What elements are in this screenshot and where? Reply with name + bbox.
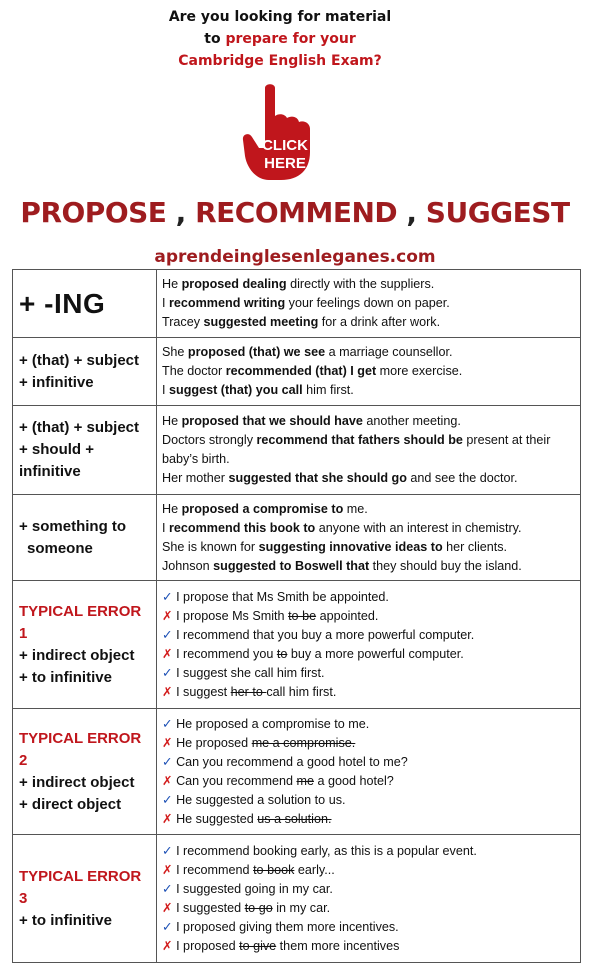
rule-cell	[13, 495, 157, 581]
rule-text: + to infinitive	[19, 668, 112, 686]
rule-text: infinitive	[19, 463, 81, 480]
examples-cell	[157, 406, 581, 495]
page-title	[0, 196, 590, 229]
example-highlight: proposed dealing	[181, 277, 287, 291]
example-highlight: suggested that she should go	[228, 471, 407, 485]
example-line	[162, 899, 580, 918]
typical-error-label: TYPICAL ERROR 3	[19, 867, 142, 907]
example-text: Doctors strongly	[162, 433, 257, 447]
example-text: I recommend	[176, 862, 254, 877]
example-line	[162, 412, 580, 431]
table-row	[13, 581, 581, 709]
example-text: your feelings down on paper.	[285, 296, 450, 310]
example-line	[162, 557, 580, 576]
example-text: Johnson	[162, 558, 214, 573]
check-icon: ✓	[162, 589, 173, 604]
examples-cell	[157, 835, 581, 963]
struck-text: to go	[244, 900, 273, 915]
example-text: I suggest she call him first.	[176, 665, 325, 680]
title-sep-1: ,	[166, 196, 196, 229]
typical-error-label: TYPICAL ERROR 2	[19, 729, 142, 769]
example-text: buy a more powerful computer.	[287, 646, 464, 661]
check-icon: ✓	[162, 754, 173, 769]
example-text: I	[162, 520, 169, 535]
example-line	[162, 294, 580, 313]
example-text: a good hotel?	[313, 773, 394, 788]
example-text: He	[162, 501, 182, 516]
example-text: present at their baby’s birth.	[162, 433, 551, 466]
rule-text: + indirect object	[19, 646, 135, 664]
example-highlight: suggest (that) you call	[169, 383, 303, 397]
example-text: I suggested	[176, 900, 245, 915]
example-highlight: recommended (that) I get	[225, 364, 377, 378]
example-line	[162, 734, 580, 753]
example-line	[162, 791, 580, 810]
rule-text: + should +	[19, 441, 95, 458]
example-highlight: recommend this book to	[169, 520, 316, 535]
promo-line-2	[0, 28, 560, 50]
example-text: I suggest	[176, 684, 231, 699]
example-text: She is known for	[162, 539, 259, 554]
example-text: He	[162, 277, 182, 291]
example-line	[162, 519, 580, 538]
cross-icon: ✗	[162, 735, 173, 750]
example-line	[162, 500, 580, 519]
cross-icon: ✗	[162, 862, 173, 877]
rule-text: + (that) + subject	[19, 351, 140, 369]
check-icon: ✓	[162, 881, 173, 896]
rule-text: + direct object	[19, 795, 122, 813]
example-highlight: proposed a compromise to	[181, 501, 344, 516]
example-text: I propose Ms Smith	[176, 608, 289, 623]
example-line	[162, 343, 580, 362]
example-text: Can you recommend a good hotel to me?	[176, 754, 408, 769]
rule-text-indent: someone	[27, 539, 93, 557]
example-text: him first.	[302, 383, 354, 397]
example-line	[162, 538, 580, 557]
example-text: them more incentives	[276, 938, 400, 953]
example-line	[162, 918, 580, 937]
table-row	[13, 270, 581, 338]
table-row	[13, 406, 581, 495]
example-line	[162, 381, 580, 400]
title-sep-2: ,	[397, 196, 426, 229]
examples-cell	[157, 709, 581, 835]
struck-text: her to	[230, 684, 267, 699]
example-line	[162, 469, 580, 488]
example-line	[162, 626, 580, 645]
struck-text: me a compromise.	[251, 735, 356, 750]
example-text: Can you recommend	[176, 773, 297, 788]
promo-banner	[0, 6, 560, 72]
cross-icon: ✗	[162, 773, 173, 788]
example-text: they should buy the island.	[369, 558, 522, 573]
struck-text: to	[276, 646, 288, 661]
example-text: appointed.	[316, 608, 379, 623]
example-line	[162, 753, 580, 772]
check-icon: ✓	[162, 792, 173, 807]
example-text: He	[162, 414, 182, 428]
title-suggest: SUGGEST	[425, 196, 570, 229]
table-row	[13, 495, 581, 581]
title-propose: PROPOSE	[20, 196, 167, 229]
example-text: more exercise.	[376, 364, 463, 378]
grammar-table	[12, 269, 581, 963]
example-text: anyone with an interest in chemistry.	[315, 520, 522, 535]
rule-cell	[13, 709, 157, 835]
struck-text: us a solution.	[257, 811, 332, 826]
rule-text: + to infinitive	[19, 911, 112, 929]
promo-line-1: Are you looking for material	[168, 9, 392, 25]
example-text: early...	[294, 862, 335, 877]
example-text: He suggested a solution to us.	[176, 792, 346, 807]
example-text: call him first.	[266, 684, 337, 699]
check-icon: ✓	[162, 627, 173, 642]
example-highlight: recommend writing	[169, 296, 286, 310]
promo-line-2-b: prepare for your	[225, 31, 356, 47]
example-highlight: proposed that we should have	[181, 414, 363, 428]
example-line	[162, 683, 580, 702]
website-link[interactable]: aprendeinglesenleganes.com	[154, 247, 436, 267]
example-text: He suggested	[176, 811, 258, 826]
example-text: I suggested going in my car.	[176, 881, 333, 896]
example-line	[162, 880, 580, 899]
rule-text: + something to	[19, 517, 127, 535]
example-line	[162, 861, 580, 880]
example-text: in my car.	[272, 900, 331, 915]
example-text: She	[162, 345, 188, 359]
table-row	[13, 835, 581, 963]
example-text: directly with the suppliers.	[286, 277, 435, 291]
here-label: HERE	[264, 155, 306, 172]
check-icon: ✓	[162, 843, 173, 858]
example-text: I recommend that you buy a more powerful computer.	[176, 627, 475, 642]
check-icon: ✓	[162, 665, 173, 680]
example-line	[162, 715, 580, 734]
title-recommend: RECOMMEND	[195, 196, 398, 229]
cross-icon: ✗	[162, 938, 173, 953]
examples-cell	[157, 581, 581, 709]
example-line	[162, 362, 580, 381]
cross-icon: ✗	[162, 900, 173, 915]
examples-cell	[157, 495, 581, 581]
cross-icon: ✗	[162, 608, 173, 623]
example-line	[162, 607, 580, 626]
check-icon: ✓	[162, 716, 173, 731]
example-line	[162, 275, 580, 294]
example-text: for a drink after work.	[318, 315, 441, 329]
example-text: me.	[343, 501, 368, 516]
example-text: Her mother	[162, 471, 229, 485]
example-line	[162, 664, 580, 683]
promo-line-3: Cambridge English Exam?	[178, 53, 382, 69]
promo-line-2-a: to	[204, 31, 226, 47]
example-line	[162, 937, 580, 956]
example-line	[162, 810, 580, 829]
example-line	[162, 842, 580, 861]
cross-icon: ✗	[162, 811, 173, 826]
cross-icon: ✗	[162, 684, 173, 699]
rule-text: + indirect object	[19, 773, 135, 791]
rule-cell	[13, 270, 157, 338]
struck-text: to be	[288, 608, 317, 623]
example-text: her clients.	[442, 539, 508, 554]
click-here-button[interactable]	[241, 82, 327, 182]
example-highlight: recommend that fathers should be	[256, 433, 463, 447]
example-highlight: suggested meeting	[203, 315, 319, 329]
table-row	[13, 338, 581, 406]
example-text: I recommend you	[176, 646, 277, 661]
rule-cell	[13, 338, 157, 406]
example-line	[162, 431, 580, 469]
rule-cell	[13, 835, 157, 963]
example-text: I proposed	[176, 938, 240, 953]
example-text: another meeting.	[362, 414, 461, 428]
example-text: He proposed a compromise to me.	[176, 716, 370, 731]
example-text: The doctor	[162, 364, 226, 378]
rule-text: + (that) + subject	[19, 419, 140, 436]
example-text: I	[162, 296, 169, 310]
example-text: Tracey	[162, 315, 204, 329]
example-highlight: suggested to Boswell that	[213, 558, 370, 573]
example-line	[162, 313, 580, 332]
examples-cell	[157, 270, 581, 338]
table-row	[13, 709, 581, 835]
cross-icon: ✗	[162, 646, 173, 661]
typical-error-label: TYPICAL ERROR 1	[19, 602, 142, 642]
rule-text	[19, 538, 150, 560]
struck-text: to book	[253, 862, 295, 877]
rule-cell	[13, 406, 157, 495]
example-text: I recommend booking early, as this is a popular event.	[176, 843, 477, 858]
example-line	[162, 772, 580, 791]
examples-cell	[157, 338, 581, 406]
check-icon: ✓	[162, 919, 173, 934]
example-line	[162, 588, 580, 607]
click-label: CLICK	[262, 137, 308, 154]
example-highlight: proposed (that) we see	[187, 345, 326, 359]
struck-text: to give	[239, 938, 277, 953]
example-text: I propose that Ms Smith be appointed.	[176, 589, 389, 604]
example-text: and see the doctor.	[406, 471, 518, 485]
example-text: He proposed	[176, 735, 252, 750]
example-text: a marriage counsellor.	[325, 345, 453, 359]
example-text: I	[162, 383, 169, 397]
example-text: I proposed giving them more incentives.	[176, 919, 399, 934]
rule-text: + infinitive	[19, 373, 94, 391]
example-line	[162, 645, 580, 664]
rule-text: + -ING	[19, 287, 106, 319]
example-highlight: suggesting innovative ideas to	[258, 539, 443, 554]
rule-cell	[13, 581, 157, 709]
struck-text: me	[296, 773, 314, 788]
